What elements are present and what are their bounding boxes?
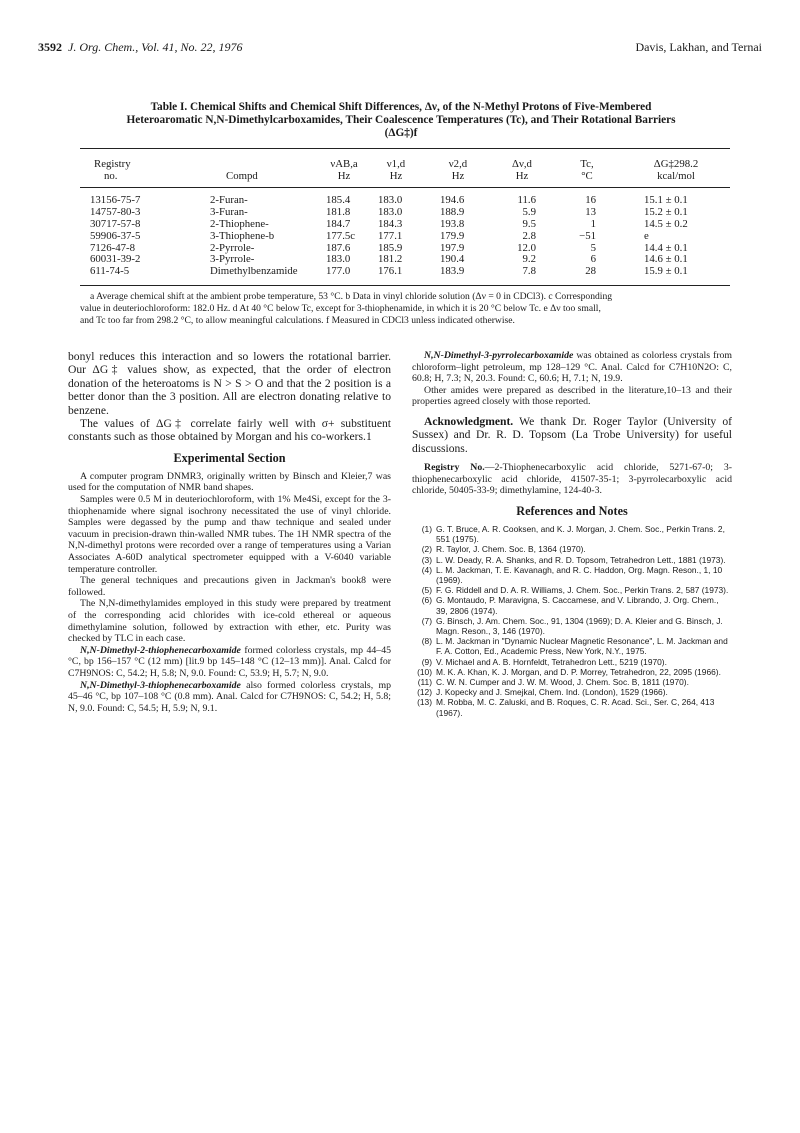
compound-name: N,N-Dimethyl-2-thiophenecarboxamide [80, 644, 241, 656]
table-cell-dnu: 9.5 [522, 217, 536, 230]
header-nu2 [440, 158, 476, 182]
footnote-line: and Tc too far from 298.2 °C, to allow meaningful calculations. f Measured in CDCl3 unless indicated otherwise. [80, 315, 515, 326]
column-dnu [500, 195, 536, 278]
reference-item [412, 585, 732, 595]
table-caption [70, 101, 732, 140]
compound-text: also formed colorless crystals, mp 45–46 °C, bp 107–108 °C (0.8 mm). Anal. Calcd for C7H9NOS: C, 54.2; H, 5.8; N, 9.0. Found: C, 54.5; H, 5.9; N, 9.1. [68, 679, 391, 714]
reference-number: (10) [417, 666, 432, 677]
reference-number: (11) [417, 677, 432, 688]
body-paragraph: The N,N-dimethylamides employed in this study were prepared by treatment of the corresponding acid chlorides with ice-cold ethereal or aqueous dimethylamine solution, followed by extraction with ether, etc. Purity was checked by TLC in each case. [68, 598, 391, 645]
table-cell-tc: 13 [585, 205, 596, 218]
table-cell-compd: 3-Furan- [210, 205, 248, 218]
table-cell-tc: 16 [585, 194, 596, 206]
body-paragraph: Other amides were prepared as described in the literature,10–13 and their properties agreed closely with those reported. [412, 384, 732, 408]
table-cell-reg: 59906-37-5 [90, 229, 141, 242]
column-nu1 [378, 195, 418, 278]
table-cell-tc: 1 [590, 217, 596, 230]
acknowledgment-title: Acknowledgment. [424, 414, 514, 428]
caption-line: Heteroaromatic N,N-Dimethylcarboxamides, Their Coalescence Temperatures (Tc), and Their Rotational Barriers [126, 114, 676, 126]
table-cell-compd: 2-Pyrrole- [210, 241, 255, 254]
table-cell-dg: 14.5 ± 0.2 [644, 217, 688, 230]
table-cell-dnu: 7.8 [522, 265, 536, 278]
table-cell-nu2: 183.9 [440, 265, 465, 278]
header-dg [636, 158, 716, 182]
table-cell-nu1: 181.2 [378, 253, 403, 266]
compound-text: was obtained as colorless crystals from chloroform–light petroleum, mp 128–129 °C. Anal. Calcd for C7H10N2O: C, 60.8; H, 7.3; N, 20.3. Found: C, 60.6; H, 7.1; N, 19.9. [412, 350, 732, 385]
reference-text: M. Robba, M. C. Zaluski, and B. Roques, C. R. Acad. Sci., Ser. C, 264, 413 (1967). [436, 697, 715, 718]
table-cell-nuab: 187.6 [326, 241, 351, 254]
header-text: ΔG‡298.2 [653, 158, 699, 170]
journal-citation: J. Org. Chem., Vol. 41, No. 22, 1976 [68, 40, 243, 54]
header-text: Hz [515, 170, 529, 182]
column-tc [566, 195, 596, 278]
compound-name: N,N-Dimethyl-3-pyrrolecarboxamide [424, 350, 574, 361]
table-cell-nu2: 194.6 [440, 194, 465, 206]
header-text: Hz [451, 170, 465, 182]
table-cell-reg: 7126-47-8 [90, 241, 135, 254]
reference-text: V. Michael and A. B. Hornfeldt, Tetrahedron Lett., 5219 (1970). [436, 656, 667, 667]
references-list [412, 524, 732, 718]
reference-number: (8) [421, 636, 432, 647]
table-cell-nuab: 177.5c [326, 229, 356, 242]
reference-number: (1) [421, 523, 432, 534]
table-cell-nu2: 190.4 [440, 253, 465, 266]
table-cell-dg: 15.2 ± 0.1 [644, 205, 688, 218]
section-heading: Experimental Section [173, 450, 286, 465]
table-cell-nuab: 184.7 [326, 217, 351, 230]
reference-item [412, 697, 732, 717]
reference-text: G. Binsch, J. Am. Chem. Soc., 91, 1304 (1969); D. A. Kleier and G. Binsch, J. Magn. Reson., 3, 146 (1970). [436, 615, 723, 636]
table-bottom-rule [80, 285, 730, 286]
header-text: kcal/mol [657, 170, 695, 182]
header-nuab [326, 158, 362, 182]
table-cell-nuab: 177.0 [326, 265, 351, 278]
reference-text: L. M. Jackman in "Dynamic Nuclear Magnetic Resonance", L. M. Jackman and F. A. Cotton, Ed., Academic Press, New York, N.Y., 1975. [436, 636, 728, 657]
reference-item [412, 687, 732, 697]
table-cell-dg: e [644, 229, 649, 242]
table-cell-tc: 6 [590, 253, 596, 266]
header-text: Hz [337, 170, 351, 182]
acknowledgment-text: We thank Dr. Roger Taylor (University of Sussex) and Dr. R. D. Topsom (La Trobe University) for useful discussions. [412, 414, 732, 455]
reference-item [412, 524, 732, 544]
column-compd [210, 195, 320, 278]
table-cell-compd: 2-Furan- [210, 194, 248, 206]
left-column [68, 350, 391, 714]
footnote-line: value in deuteriochloroform: 182.0 Hz. d At 40 °C below Tc, except for 3-thiophenamide, in which it is 20 °C below Tc. e Δν too small, [80, 303, 601, 314]
reference-item [412, 595, 732, 615]
reference-text: M. K. A. Khan, K. J. Morgan, and D. P. Morrey, Tetrahedron, 22, 2095 (1966). [436, 666, 721, 677]
table-cell-tc: 28 [585, 265, 596, 278]
table-cell-dg: 15.1 ± 0.1 [644, 194, 688, 206]
running-header [38, 40, 762, 58]
reference-item [412, 677, 732, 687]
reference-text: G. Montaudo, P. Maravigna, S. Caccamese, and V. Librando, J. Org. Chem., 39, 2806 (1974). [436, 595, 719, 616]
header-text: Hz [389, 170, 403, 182]
reference-item [412, 657, 732, 667]
table-cell-dnu: 12.0 [517, 241, 536, 254]
reference-text: L. M. Jackman, T. E. Kavanagh, and R. C. Haddon, Org. Magn. Reson., 1, 10 (1969). [436, 564, 723, 585]
header-text: Δν,d [512, 158, 532, 170]
reference-text: F. G. Riddell and D. A. R. Williams, J. Chem. Soc., Perkin Trans. 2, 587 (1973). [436, 585, 729, 596]
table-cell-nu2: 188.9 [440, 205, 465, 218]
right-column [412, 350, 732, 718]
reference-item [412, 544, 732, 554]
header-nu1 [378, 158, 414, 182]
table-cell-nu1: 184.3 [378, 217, 403, 230]
table-cell-nu1: 183.0 [378, 205, 403, 218]
column-nu2 [440, 195, 480, 278]
table-cell-nu2: 193.8 [440, 217, 465, 230]
body-paragraph: The general techniques and precautions given in Jackman's book8 were followed. [68, 575, 391, 598]
reference-item [412, 667, 732, 677]
compound-paragraph [68, 680, 391, 715]
body-paragraph: The values of ΔG‡ correlate fairly well with σ+ substituent constants such as those obtained by Morgan and his co-workers.1 [68, 417, 391, 444]
header-text: Registry [94, 158, 131, 170]
reference-number: (5) [421, 585, 432, 596]
footnote-line: a Average chemical shift at the ambient probe temperature, 53 °C. b Data in vinyl chloride solution (Δν = 0 in CDCl3). c Corresponding [90, 291, 613, 302]
table-footnotes [80, 291, 732, 327]
caption-line: (ΔG‡)f [384, 127, 418, 139]
reference-number: (13) [417, 697, 432, 708]
reference-item [412, 565, 732, 585]
table-cell-compd: 3-Pyrrole- [210, 253, 255, 266]
reference-number: (2) [421, 544, 432, 555]
registry-text: —2-Thiophenecarboxylic acid chloride, 5271-67-0; 3-thiophenecarboxylic acid chloride, 41507-35-1; 3-pyrrolecarboxylic acid chloride, 50405-33-9; dimethylamine, 124-40-3. [412, 462, 732, 497]
reference-item [412, 636, 732, 656]
registry-numbers [412, 462, 732, 497]
header-left [38, 40, 243, 55]
reference-number: (3) [421, 554, 432, 565]
table-header-rule [80, 187, 730, 188]
table-cell-nu2: 197.9 [440, 241, 465, 254]
table-cell-nu2: 179.9 [440, 229, 465, 242]
column-dg [644, 195, 724, 278]
table-cell-nuab: 183.0 [326, 253, 351, 266]
reference-number: (9) [421, 656, 432, 667]
reference-text: J. Kopecky and J. Smejkal, Chem. Ind. (London), 1529 (1966). [436, 687, 668, 698]
column-nuab [326, 195, 366, 278]
table-cell-dnu: 2.8 [522, 229, 536, 242]
header-text: no. [104, 170, 118, 182]
table-cell-nuab: 181.8 [326, 205, 351, 218]
header-authors: Davis, Lakhan, and Ternai [635, 40, 762, 54]
header-text: ν1,d [386, 158, 406, 170]
reference-item [412, 616, 732, 636]
table-cell-dg: 14.6 ± 0.1 [644, 253, 688, 266]
header-registry [94, 158, 131, 182]
page-number: 3592 [38, 40, 62, 54]
column-registry [90, 195, 170, 278]
registry-title: Registry No. [424, 462, 485, 474]
header-compd: Compd [226, 170, 258, 182]
header-text: °C [581, 170, 593, 182]
table-cell-nu1: 185.9 [378, 241, 403, 254]
reference-number: (7) [421, 615, 432, 626]
table-top-rule [80, 148, 730, 149]
table-cell-dnu: 9.2 [522, 253, 536, 266]
acknowledgment [412, 415, 732, 455]
body-paragraph: Samples were 0.5 M in deuteriochloroform, with 1% Me4Si, except for the 3-thiophenamide where signal isochrony necessitated the use of vinyl chloride. Samples were degassed by the pump and thaw technique and sealed under vacuum in precision-drawn thin-walled NMR tubes. The 1H NMR spectra of the N,N-dimethyl protons were recorded over a range of temperatures using a Varian Associates A-60D analytical spectrometer equipped with a V-6040 variable temperature controller. [68, 494, 391, 575]
body-paragraph: bonyl reduces this interaction and so lowers the rotational barrier. Our ΔG‡ values show, as expected, that the order of electron donation of the heteroatoms is N > S > O and that the 2 position is a better donor than the 3 position. All are electron donating relative to benzene. [68, 350, 391, 417]
header-text: ν2,d [448, 158, 468, 170]
header-text: Tc, [580, 158, 594, 170]
table-cell-compd: Dimethylbenzamide [210, 265, 298, 278]
reference-number: (4) [421, 564, 432, 575]
reference-text: G. T. Bruce, A. R. Cooksen, and K. J. Morgan, J. Chem. Soc., Perkin Trans. 2, 551 (1975). [436, 523, 725, 545]
table-cell-tc: 5 [590, 241, 596, 254]
table-cell-nu1: 177.1 [378, 229, 403, 242]
header-text: νAB,a [330, 158, 358, 170]
reference-item [412, 555, 732, 565]
table-cell-dnu: 5.9 [522, 205, 536, 218]
header-tc [572, 158, 602, 182]
compound-paragraph [68, 645, 391, 680]
compound-paragraph [412, 350, 732, 385]
table-cell-nu1: 183.0 [378, 194, 403, 206]
reference-text: R. Taylor, J. Chem. Soc. B, 1364 (1970). [436, 544, 586, 555]
references-heading: References and Notes [516, 503, 628, 518]
body-paragraph: A computer program DNMR3, originally written by Binsch and Kleier,7 was used for the computation of NMR band shapes. [68, 470, 391, 494]
table-cell-reg: 60031-39-2 [90, 253, 141, 266]
header-dnu [504, 158, 540, 182]
reference-text: L. W. Deady, R. A. Shanks, and R. D. Topsom, Tetrahedron Lett., 1881 (1973). [436, 554, 726, 565]
table-cell-nuab: 185.4 [326, 194, 351, 206]
table-cell-reg: 611-74-5 [90, 265, 130, 278]
table-cell-reg: 30717-57-8 [90, 217, 141, 230]
compound-text: formed colorless crystals, mp 44–45 °C, bp 156–157 °C (12 mm) [lit.9 bp 145–148 °C (12–13 mm)]. Anal. Calcd for C7H9NOS: C, 54.2; H, 5.8; N, 9.0. Found: C, 53.9; H, 5.7; N, 9.0. [68, 644, 391, 679]
compound-name: N,N-Dimethyl-3-thiophenecarboxamide [80, 679, 241, 691]
table-cell-dg: 14.4 ± 0.1 [644, 241, 688, 254]
reference-number: (6) [421, 595, 432, 606]
table-cell-tc: −51 [579, 229, 596, 242]
table-cell-nu1: 176.1 [378, 265, 403, 278]
table-cell-compd: 3-Thiophene-b [210, 229, 275, 242]
table-cell-reg: 13156-75-7 [90, 194, 141, 206]
reference-number: (12) [417, 687, 432, 698]
reference-text: C. W. N. Cumper and J. W. M. Wood, J. Chem. Soc. B, 1811 (1970). [436, 677, 689, 688]
table-cell-dg: 15.9 ± 0.1 [644, 265, 688, 278]
caption-line: Table I. Chemical Shifts and Chemical Shift Differences, Δν, of the N-Methyl Protons of Five-Membered [150, 101, 652, 113]
table-cell-dnu: 11.6 [517, 194, 536, 206]
table-cell-reg: 14757-80-3 [90, 205, 141, 218]
table-cell-compd: 2-Thiophene- [210, 217, 269, 230]
